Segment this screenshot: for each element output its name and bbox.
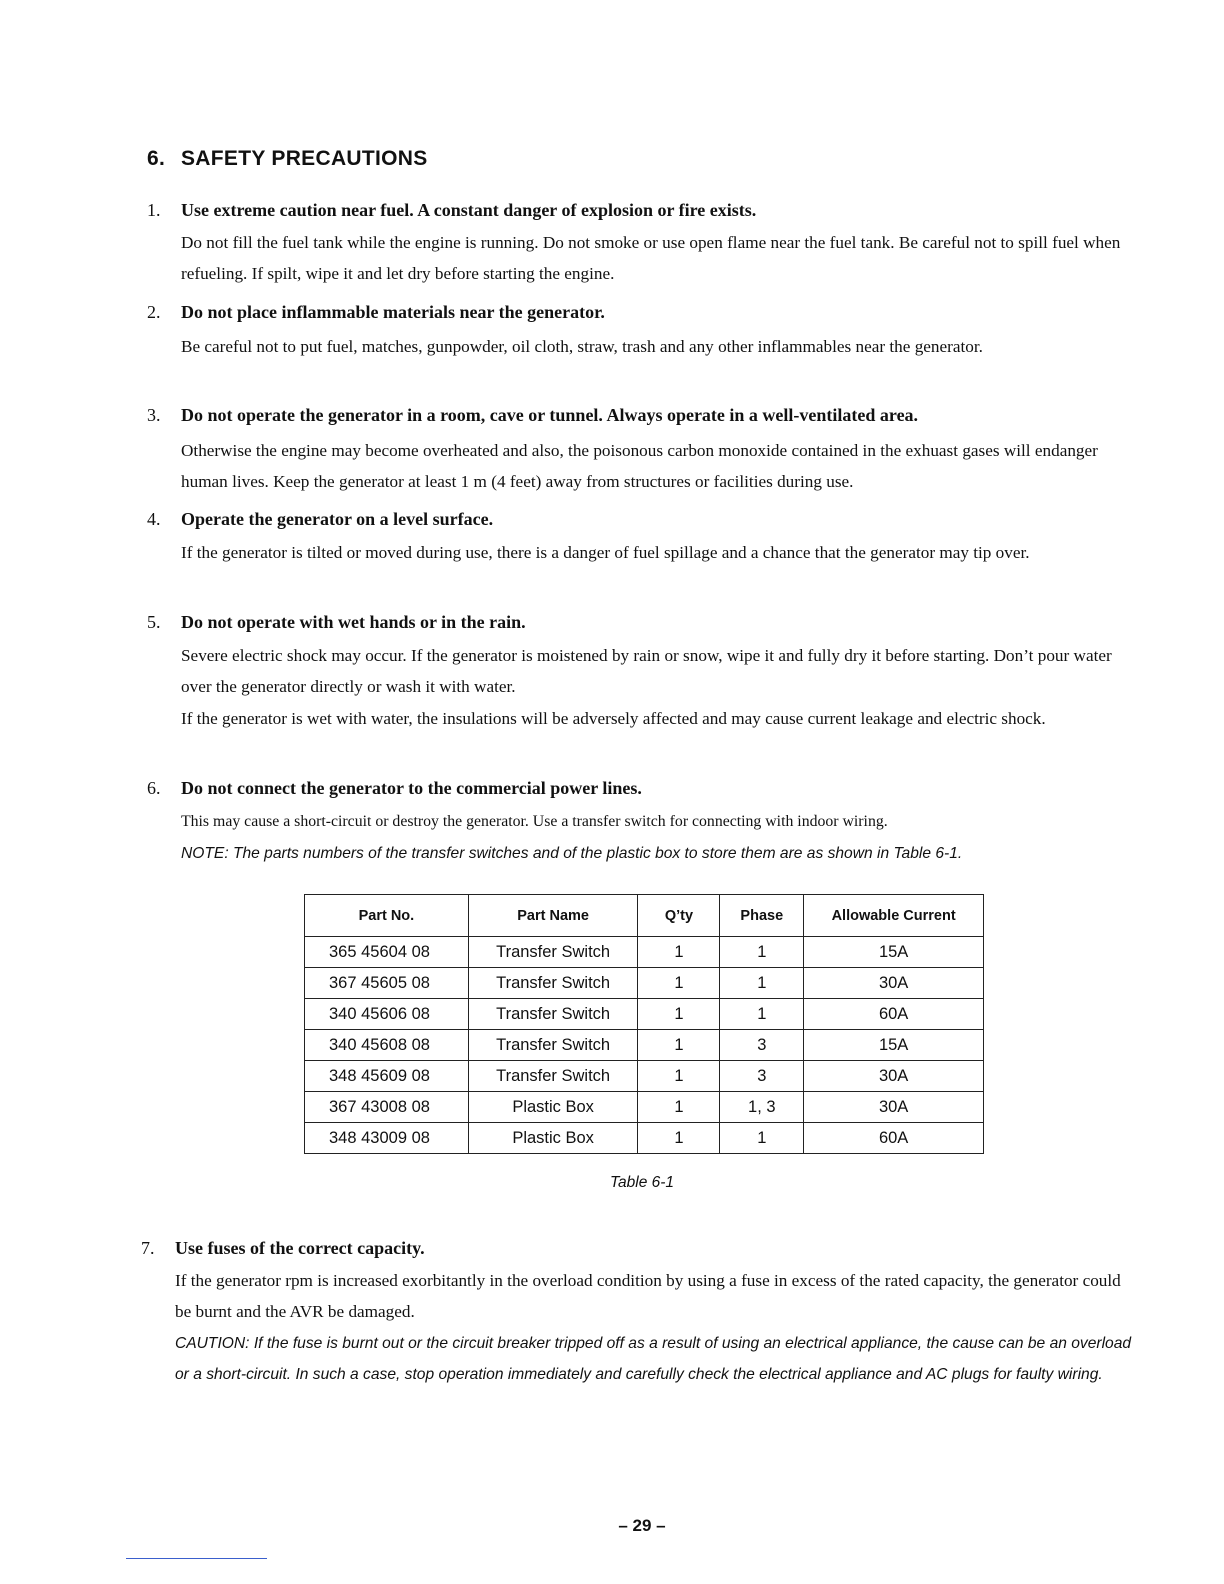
item-number: 1. (147, 200, 161, 220)
table-row (305, 1092, 984, 1123)
cell-qty: 1 (638, 937, 720, 968)
footer-rule (126, 1558, 267, 1559)
cell-allowable-current: 30A (804, 968, 984, 999)
item-paragraph: If the generator rpm is increased exorbitantly in the overload condition by using a fuse in excess of the rated capacity, the generator could be burnt and the AVR be damaged. (175, 1271, 1121, 1321)
cell-allowable-current: 15A (804, 1030, 984, 1061)
cell-phase: 1 (720, 968, 804, 999)
item-paragraph: Do not fill the fuel tank while the engine is running. Do not smoke or use open flame near the fuel tank. Be careful not to spill fuel when refueling. If spilt, wipe it and let dry before starting the engine. (181, 233, 1121, 283)
cell-part-name: Transfer Switch (468, 937, 638, 968)
column-header-allowable-current: Allowable Current (804, 895, 984, 937)
cell-phase: 1 (720, 937, 804, 968)
cell-qty: 1 (638, 1061, 720, 1092)
item-paragraph: If the generator is tilted or moved during use, there is a danger of fuel spillage and a chance that the generator may tip over. (181, 543, 1030, 562)
item-paragraph: If the generator is wet with water, the insulations will be adversely affected and may cause current leakage and electric shock. (181, 709, 1046, 728)
item-paragraph: Otherwise the engine may become overheated and also, the poisonous carbon monoxide contained in the exhuast gases will endanger human lives. Keep the generator at least 1 m (4 feet) away from structures or facilities during use. (181, 441, 1098, 491)
cell-part-name: Transfer Switch (468, 999, 638, 1030)
item-number: 7. (141, 1238, 155, 1258)
item-caution-note: CAUTION: If the fuse is burnt out or the circuit breaker tripped off as a result of using an electrical appliance, the cause can be an overload or a short-circuit. In such a case, stop operation immediately and carefully check the electrical appliance and AC plugs for faulty wiring. (175, 1335, 1132, 1383)
item-heading: Do not operate the generator in a room, cave or tunnel. Always operate in a well-ventilated area. (181, 405, 919, 425)
table-row (305, 1030, 984, 1061)
cell-allowable-current: 15A (804, 937, 984, 968)
item-paragraph: This may cause a short-circuit or destroy the generator. Use a transfer switch for connecting with indoor wiring. (181, 813, 888, 830)
cell-part-name: Plastic Box (468, 1092, 638, 1123)
table-caption: Table 6-1 (609, 1174, 675, 1191)
cell-part-no: 367 45605 08 (305, 968, 469, 999)
parts-table-container (304, 894, 984, 1154)
item-number: 5. (147, 612, 161, 632)
item-heading: Use fuses of the correct capacity. (175, 1238, 425, 1258)
cell-allowable-current: 60A (804, 1123, 984, 1154)
section-number: 6. (147, 147, 166, 170)
cell-part-no: 367 43008 08 (305, 1092, 469, 1123)
cell-part-no: 340 45608 08 (305, 1030, 469, 1061)
cell-phase: 1 (720, 1123, 804, 1154)
cell-qty: 1 (638, 1092, 720, 1123)
table-row (305, 937, 984, 968)
column-header-phase: Phase (720, 895, 804, 937)
table-header-row (305, 895, 984, 937)
section-title (147, 147, 428, 171)
cell-part-name: Transfer Switch (468, 1061, 638, 1092)
cell-allowable-current: 30A (804, 1092, 984, 1123)
item-number: 6. (147, 778, 161, 798)
item-heading: Do not operate with wet hands or in the rain. (181, 612, 526, 632)
column-header-part-no: Part No. (305, 895, 469, 937)
page-number: – 29 – (618, 1516, 666, 1535)
parts-table (304, 894, 984, 1154)
cell-phase: 3 (720, 1030, 804, 1061)
item-heading: Use extreme caution near fuel. A constant danger of explosion or fire exists. (181, 200, 757, 220)
cell-qty: 1 (638, 999, 720, 1030)
cell-part-name: Transfer Switch (468, 968, 638, 999)
item-note: NOTE: The parts numbers of the transfer switches and of the plastic box to store them are as shown in Table 6-1. (181, 845, 963, 862)
cell-part-no: 340 45606 08 (305, 999, 469, 1030)
table-row (305, 968, 984, 999)
item-number: 2. (147, 302, 161, 322)
item-heading: Do not connect the generator to the commercial power lines. (181, 778, 642, 798)
item-number: 3. (147, 405, 161, 425)
cell-qty: 1 (638, 1123, 720, 1154)
cell-phase: 1 (720, 999, 804, 1030)
cell-part-no: 348 43009 08 (305, 1123, 469, 1154)
section-title-text: SAFETY PRECAUTIONS (181, 147, 428, 170)
cell-qty: 1 (638, 968, 720, 999)
cell-phase: 1, 3 (720, 1092, 804, 1123)
cell-phase: 3 (720, 1061, 804, 1092)
item-paragraph: Severe electric shock may occur. If the generator is moistened by rain or snow, wipe it and fully dry it before starting. Don’t pour water over the generator directly or wash it with water. (181, 646, 1112, 696)
table-row (305, 1061, 984, 1092)
column-header-qty: Q’ty (638, 895, 720, 937)
table-row (305, 1123, 984, 1154)
table-row (305, 999, 984, 1030)
cell-allowable-current: 30A (804, 1061, 984, 1092)
cell-allowable-current: 60A (804, 999, 984, 1030)
cell-part-name: Transfer Switch (468, 1030, 638, 1061)
item-heading: Operate the generator on a level surface. (181, 509, 494, 529)
cell-qty: 1 (638, 1030, 720, 1061)
item-paragraph: Be careful not to put fuel, matches, gunpowder, oil cloth, straw, trash and any other inflammables near the generator. (181, 337, 983, 356)
cell-part-name: Plastic Box (468, 1123, 638, 1154)
cell-part-no: 365 45604 08 (305, 937, 469, 968)
item-number: 4. (147, 509, 161, 529)
item-heading: Do not place inflammable materials near the generator. (181, 302, 605, 322)
cell-part-no: 348 45609 08 (305, 1061, 469, 1092)
column-header-part-name: Part Name (468, 895, 638, 937)
